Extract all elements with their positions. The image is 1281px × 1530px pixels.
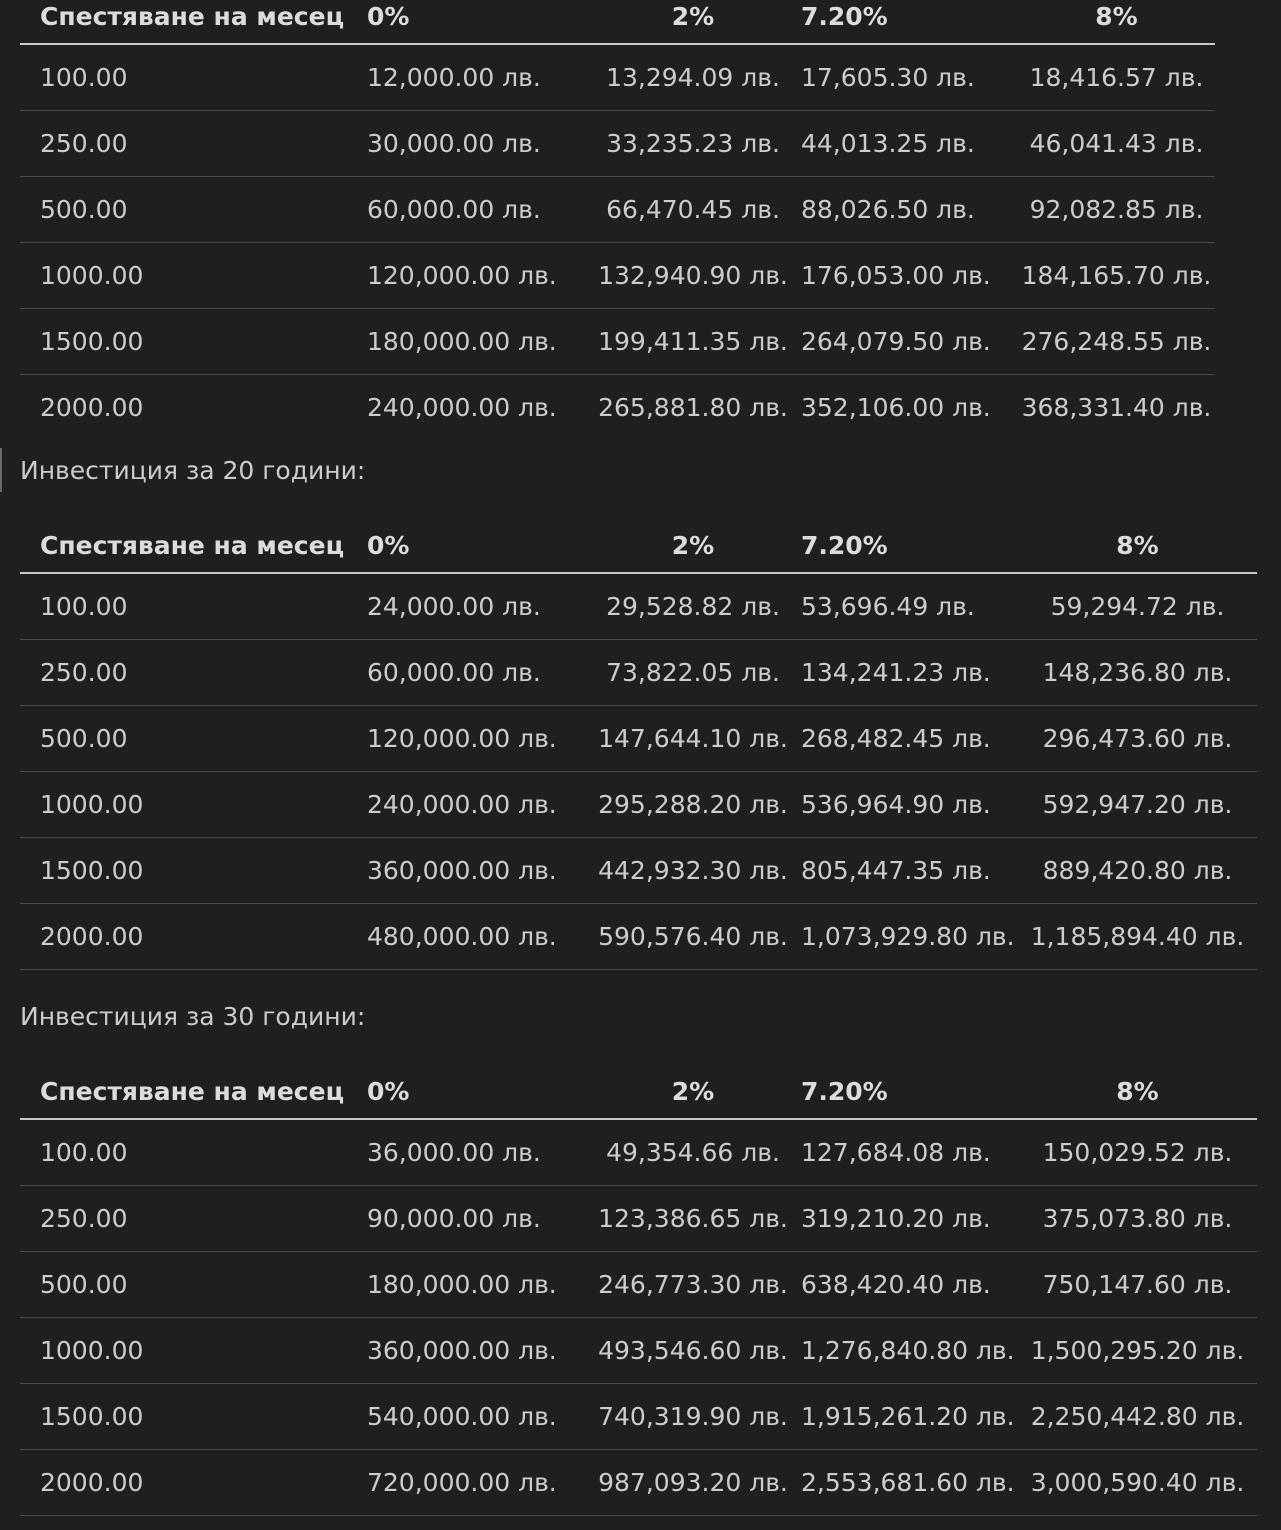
table-row xyxy=(20,243,1215,309)
header-rate-8: 8% xyxy=(1018,519,1257,573)
table-row xyxy=(20,309,1215,375)
header-rate-7-20: 7.20% xyxy=(801,0,1018,44)
cell-rate-2: 132,940.90 лв. xyxy=(585,243,801,309)
cell-rate-2: 33,235.23 лв. xyxy=(585,111,801,177)
cell-monthly: 1000.00 xyxy=(20,1318,367,1384)
cell-rate-0: 12,000.00 лв. xyxy=(367,44,585,111)
cell-rate-7-20: 88,026.50 лв. xyxy=(801,177,1018,243)
cell-rate-8: 92,082.85 лв. xyxy=(1018,177,1215,243)
cell-rate-8: 1,500,295.20 лв. xyxy=(1018,1318,1257,1384)
cell-rate-2: 66,470.45 лв. xyxy=(585,177,801,243)
cell-monthly: 100.00 xyxy=(20,44,367,111)
header-rate-7-20: 7.20% xyxy=(801,1065,1018,1119)
cell-rate-7-20: 134,241.23 лв. xyxy=(801,640,1018,706)
cell-rate-7-20: 17,605.30 лв. xyxy=(801,44,1018,111)
cell-rate-2: 265,881.80 лв. xyxy=(598,393,788,422)
cell-rate-8: 150,029.52 лв. xyxy=(1018,1119,1257,1186)
cell-rate-7-20: 53,696.49 лв. xyxy=(801,573,1018,640)
cell-rate-8: 592,947.20 лв. xyxy=(1018,772,1257,838)
cell-monthly: 2000.00 xyxy=(20,1450,367,1516)
cell-rate-8: 46,041.43 лв. xyxy=(1018,111,1215,177)
cell-rate-7-20: 176,053.00 лв. xyxy=(801,243,1018,309)
cell-monthly: 250.00 xyxy=(20,1186,367,1252)
cell-rate-7-20: 1,915,261.20 лв. xyxy=(801,1384,1018,1450)
cell-rate-0: 480,000.00 лв. xyxy=(367,904,585,970)
cell-rate-7-20: 44,013.25 лв. xyxy=(801,111,1018,177)
cell-rate-2: 49,354.66 лв. xyxy=(585,1119,801,1186)
cell-monthly: 500.00 xyxy=(20,1252,367,1318)
cell-rate-8: 148,236.80 лв. xyxy=(1018,640,1257,706)
header-rate-2: 2% xyxy=(585,519,801,573)
cell-rate-8: 2,250,442.80 лв. xyxy=(1018,1384,1257,1450)
cell-rate-0: 36,000.00 лв. xyxy=(367,1119,585,1186)
table-row xyxy=(20,1119,1257,1186)
table-row xyxy=(20,1318,1257,1384)
cell-rate-8: 1,185,894.40 лв. xyxy=(1018,904,1257,970)
table-row xyxy=(20,375,1215,441)
cell-rate-0: 30,000.00 лв. xyxy=(367,111,585,177)
cell-rate-2: 590,576.40 лв. xyxy=(585,904,801,970)
table-row xyxy=(20,1450,1257,1516)
cell-rate-0: 60,000.00 лв. xyxy=(367,640,585,706)
cell-rate-0: 360,000.00 лв. xyxy=(367,838,585,904)
cell-rate-2: 123,386.65 лв. xyxy=(585,1186,801,1252)
cell-rate-8: 59,294.72 лв. xyxy=(1018,573,1257,640)
section-title-30-years: Инвестиция за 30 години: xyxy=(20,1002,366,1031)
cell-rate-7-20: 1,073,929.80 лв. xyxy=(801,904,1018,970)
cell-rate-2: 199,411.35 лв. xyxy=(585,309,801,375)
cell-rate-2: 73,822.05 лв. xyxy=(585,640,801,706)
editor-cursor-bar xyxy=(0,448,2,492)
cell-rate-7-20: 319,210.20 лв. xyxy=(801,1186,1018,1252)
cell-rate-2: 740,319.90 лв. xyxy=(585,1384,801,1450)
cell-monthly: 1500.00 xyxy=(20,838,367,904)
header-rate-2: 2% xyxy=(585,1065,801,1119)
cell-monthly: 500.00 xyxy=(20,177,367,243)
cell-monthly: 250.00 xyxy=(20,640,367,706)
table-row xyxy=(20,177,1215,243)
cell-monthly: 100.00 xyxy=(20,573,367,640)
cell-monthly: 500.00 xyxy=(20,706,367,772)
cell-rate-2: 295,288.20 лв. xyxy=(585,772,801,838)
cell-rate-0: 120,000.00 лв. xyxy=(367,706,585,772)
header-rate-7-20: 7.20% xyxy=(801,519,1018,573)
savings-table-20-years xyxy=(20,519,1257,970)
cell-rate-0: 180,000.00 лв. xyxy=(367,1252,585,1318)
cell-rate-8: 368,331.40 лв. xyxy=(1021,393,1212,422)
cell-rate-0: 720,000.00 лв. xyxy=(367,1450,585,1516)
table-header-row xyxy=(20,0,1215,44)
cell-monthly: 2000.00 xyxy=(40,393,144,422)
cell-rate-0: 24,000.00 лв. xyxy=(367,573,585,640)
cell-rate-0: 360,000.00 лв. xyxy=(367,1318,585,1384)
cell-rate-2: 13,294.09 лв. xyxy=(585,44,801,111)
cell-rate-8: 889,420.80 лв. xyxy=(1018,838,1257,904)
table-row xyxy=(20,44,1215,111)
cell-rate-2: 29,528.82 лв. xyxy=(585,573,801,640)
cell-monthly: 100.00 xyxy=(20,1119,367,1186)
header-monthly: Спестяване на месец xyxy=(20,0,367,44)
cell-rate-8: 184,165.70 лв. xyxy=(1018,243,1215,309)
cell-rate-0: 120,000.00 лв. xyxy=(367,243,585,309)
header-rate-0: 0% xyxy=(367,1065,585,1119)
cell-rate-8: 296,473.60 лв. xyxy=(1018,706,1257,772)
cell-rate-0: 180,000.00 лв. xyxy=(367,309,585,375)
cell-rate-7-20: 638,420.40 лв. xyxy=(801,1252,1018,1318)
header-rate-0: 0% xyxy=(367,0,585,44)
cell-rate-7-20: 1,276,840.80 лв. xyxy=(801,1318,1018,1384)
header-rate-8: 8% xyxy=(1018,0,1215,44)
cell-rate-8: 276,248.55 лв. xyxy=(1018,309,1215,375)
table-header-row xyxy=(20,1065,1257,1119)
cell-monthly: 1000.00 xyxy=(20,772,367,838)
cell-rate-8: 375,073.80 лв. xyxy=(1018,1186,1257,1252)
cell-rate-8: 750,147.60 лв. xyxy=(1018,1252,1257,1318)
savings-table-1 xyxy=(20,0,1215,440)
cell-rate-2: 987,093.20 лв. xyxy=(585,1450,801,1516)
cell-rate-7-20: 127,684.08 лв. xyxy=(801,1119,1018,1186)
cell-rate-7-20: 268,482.45 лв. xyxy=(801,706,1018,772)
cell-rate-7-20: 264,079.50 лв. xyxy=(801,309,1018,375)
header-rate-2: 2% xyxy=(585,0,801,44)
cell-rate-0: 540,000.00 лв. xyxy=(367,1384,585,1450)
table-row xyxy=(20,838,1257,904)
cell-rate-0: 240,000.00 лв. xyxy=(367,393,557,422)
cell-rate-0: 240,000.00 лв. xyxy=(367,772,585,838)
cell-rate-2: 493,546.60 лв. xyxy=(585,1318,801,1384)
cell-rate-7-20: 352,106.00 лв. xyxy=(801,393,991,422)
table-row xyxy=(20,1186,1257,1252)
cell-monthly: 250.00 xyxy=(20,111,367,177)
cell-rate-0: 90,000.00 лв. xyxy=(367,1186,585,1252)
table-header-row xyxy=(20,519,1257,573)
cell-monthly: 1500.00 xyxy=(20,309,367,375)
cell-rate-2: 147,644.10 лв. xyxy=(585,706,801,772)
table-row xyxy=(20,573,1257,640)
header-monthly: Спестяване на месец xyxy=(20,1065,367,1119)
cell-rate-7-20: 536,964.90 лв. xyxy=(801,772,1018,838)
cell-rate-7-20: 2,553,681.60 лв. xyxy=(801,1450,1018,1516)
savings-table-30-years xyxy=(20,1065,1257,1516)
cell-rate-7-20: 805,447.35 лв. xyxy=(801,838,1018,904)
cell-rate-2: 246,773.30 лв. xyxy=(585,1252,801,1318)
table-row xyxy=(20,1384,1257,1450)
table-row xyxy=(20,111,1215,177)
header-monthly: Спестяване на месец xyxy=(20,519,367,573)
cell-rate-8: 3,000,590.40 лв. xyxy=(1018,1450,1257,1516)
cell-monthly: 1500.00 xyxy=(20,1384,367,1450)
cell-monthly: 2000.00 xyxy=(20,904,367,970)
header-rate-8: 8% xyxy=(1018,1065,1257,1119)
cell-rate-8: 18,416.57 лв. xyxy=(1018,44,1215,111)
table-row xyxy=(20,772,1257,838)
table-row xyxy=(20,640,1257,706)
header-rate-0: 0% xyxy=(367,519,585,573)
cell-monthly: 1000.00 xyxy=(20,243,367,309)
table-row xyxy=(20,706,1257,772)
table-row xyxy=(20,904,1257,970)
cell-rate-0: 60,000.00 лв. xyxy=(367,177,585,243)
cell-rate-2: 442,932.30 лв. xyxy=(585,838,801,904)
section-title-20-years: Инвестиция за 20 години: xyxy=(20,456,366,485)
table-row xyxy=(20,1252,1257,1318)
